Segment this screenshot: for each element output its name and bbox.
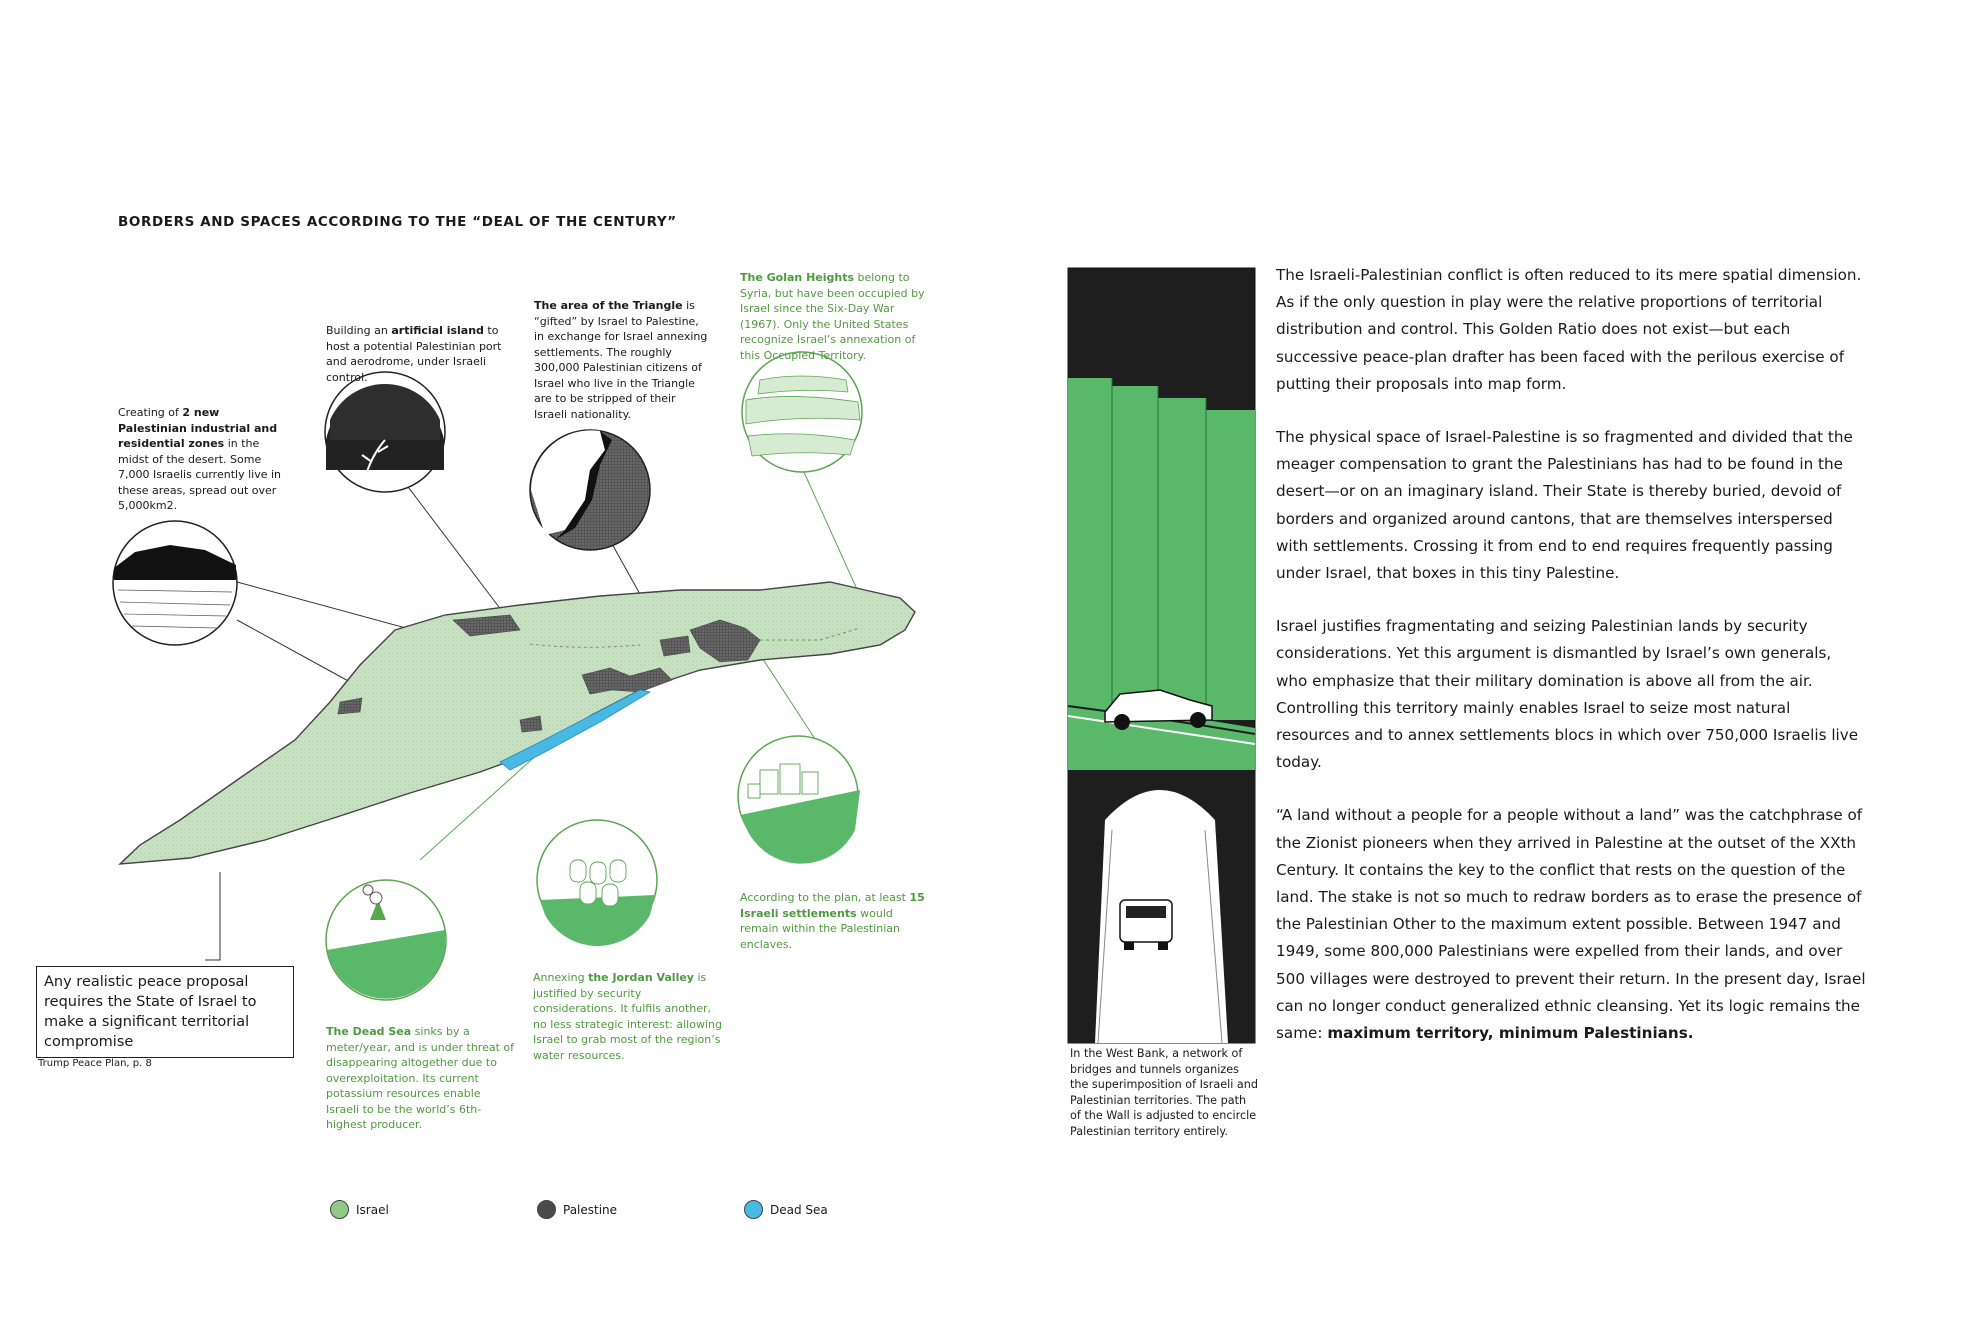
quote-source: Trump Peace Plan, p. 8	[38, 1058, 152, 1069]
island-annotation: Building an artificial island to host a potential Palestinian port and aerodrome, under Israeli control.	[326, 324, 502, 384]
legend-label: Israel	[356, 1202, 389, 1217]
triangle-annotation: The area of the Triangle is “gifted” by Israel to Palestine, in exchange for Israel annexing settlements. The roughly 300,000 Palestinian citizens of Israel who live in the Triangle are to be stripped of their Israeli nationality.	[534, 299, 708, 421]
jordan-annotation: Annexing the Jordan Valley is justified by security considerations. It fulfils another, no less strategic interest: allowing Israel to grab most of the region’s water resources.	[533, 971, 722, 1062]
essay-paragraph-2: The physical space of Israel-Palestine is so fragmented and divided that the meager compensation to grant the Palestinians has had to be found in the desert—or on an imaginary island. Their State is thereby buried, devoid of borders and organized around cantons, that are themselves interspersed with settlements. Crossing it from end to end requires frequently passing under Israel, that boxes in this tiny Palestine.	[1276, 428, 1853, 583]
deadsea-annotation: The Dead Sea sinks by a meter/year, and is under threat of disappearing altogether due to overexploitation. Its current potassium resources enable Israeli to be the world’s 6th-highest producer.	[326, 1025, 514, 1131]
essay-paragraph-4: “A land without a people for a people without a land” was the catchphrase of the Zionist pioneers when they arrived in Palestine at the outset of the XXth Century. It contains the key to the conflict that rests on the question of the land. The stake is not so much to redraw borders as to erase the presence of the Palestinian Other to the maximum extent possible. Between 1947 and 1949, some 800,000 Palestinians were expelled from their lands, and over 500 villages were destroyed to prevent their return. In the present day, Israel can no longer conduct generalized ethnic cleansing. Yet its logic remains the same: maximum territory, minimum Palestinians.	[1276, 806, 1866, 1043]
zones-annotation: Creating of 2 new Palestinian industrial and residential zones in the midst of the desert. Some 7,000 Israelis currently live in these areas, spread out over 5,000km2.	[118, 406, 281, 512]
essay-paragraph-1: The Israeli-Palestinian conflict is often reduced to its mere spatial dimension. As if the only question in play were the relative proportions of territorial distribution and control. This Golden Ratio does not exist—but each successive peace-plan drafter has been faced with the perilous exercise of putting their proposals into map form.	[1276, 266, 1862, 393]
quote-box: Any realistic peace proposal requires the State of Israel to make a significant territorial compromise	[36, 966, 294, 1058]
essay-paragraph-3: Israel justifies fragmentating and seizing Palestinian lands by security considerations. Yet this argument is dismantled by Israel’s own generals, who emphasize that their military domination is above all from the air. Controlling this territory mainly enables Israel to seize most natural resources and to annex settlements blocs in which over 750,000 Israelis live today.	[1276, 617, 1859, 772]
legend-label: Palestine	[563, 1202, 618, 1217]
legend-label: Dead Sea	[770, 1202, 828, 1217]
page-title: BORDERS AND SPACES ACCORDING TO THE “DEAL OF THE CENTURY”	[118, 214, 677, 230]
essay-text	[1276, 262, 1866, 1073]
settlements-annotation: According to the plan, at least 15 Israeli settlements would remain within the Palestinian enclaves.	[740, 891, 925, 951]
jeep-icon	[1120, 900, 1172, 950]
golan-annotation: The Golan Heights belong to Syria, but have been occupied by Israel since the Six-Day War (1967). Only the United States recognize Israel’s annexation of this Occupied Territory.	[740, 271, 925, 362]
illustration-caption: In the West Bank, a network of bridges and tunnels organizes the superimposition of Israeli and Palestinian territories. The path of the Wall is adjusted to encircle Palestinian territory entirely.	[1070, 1047, 1258, 1138]
